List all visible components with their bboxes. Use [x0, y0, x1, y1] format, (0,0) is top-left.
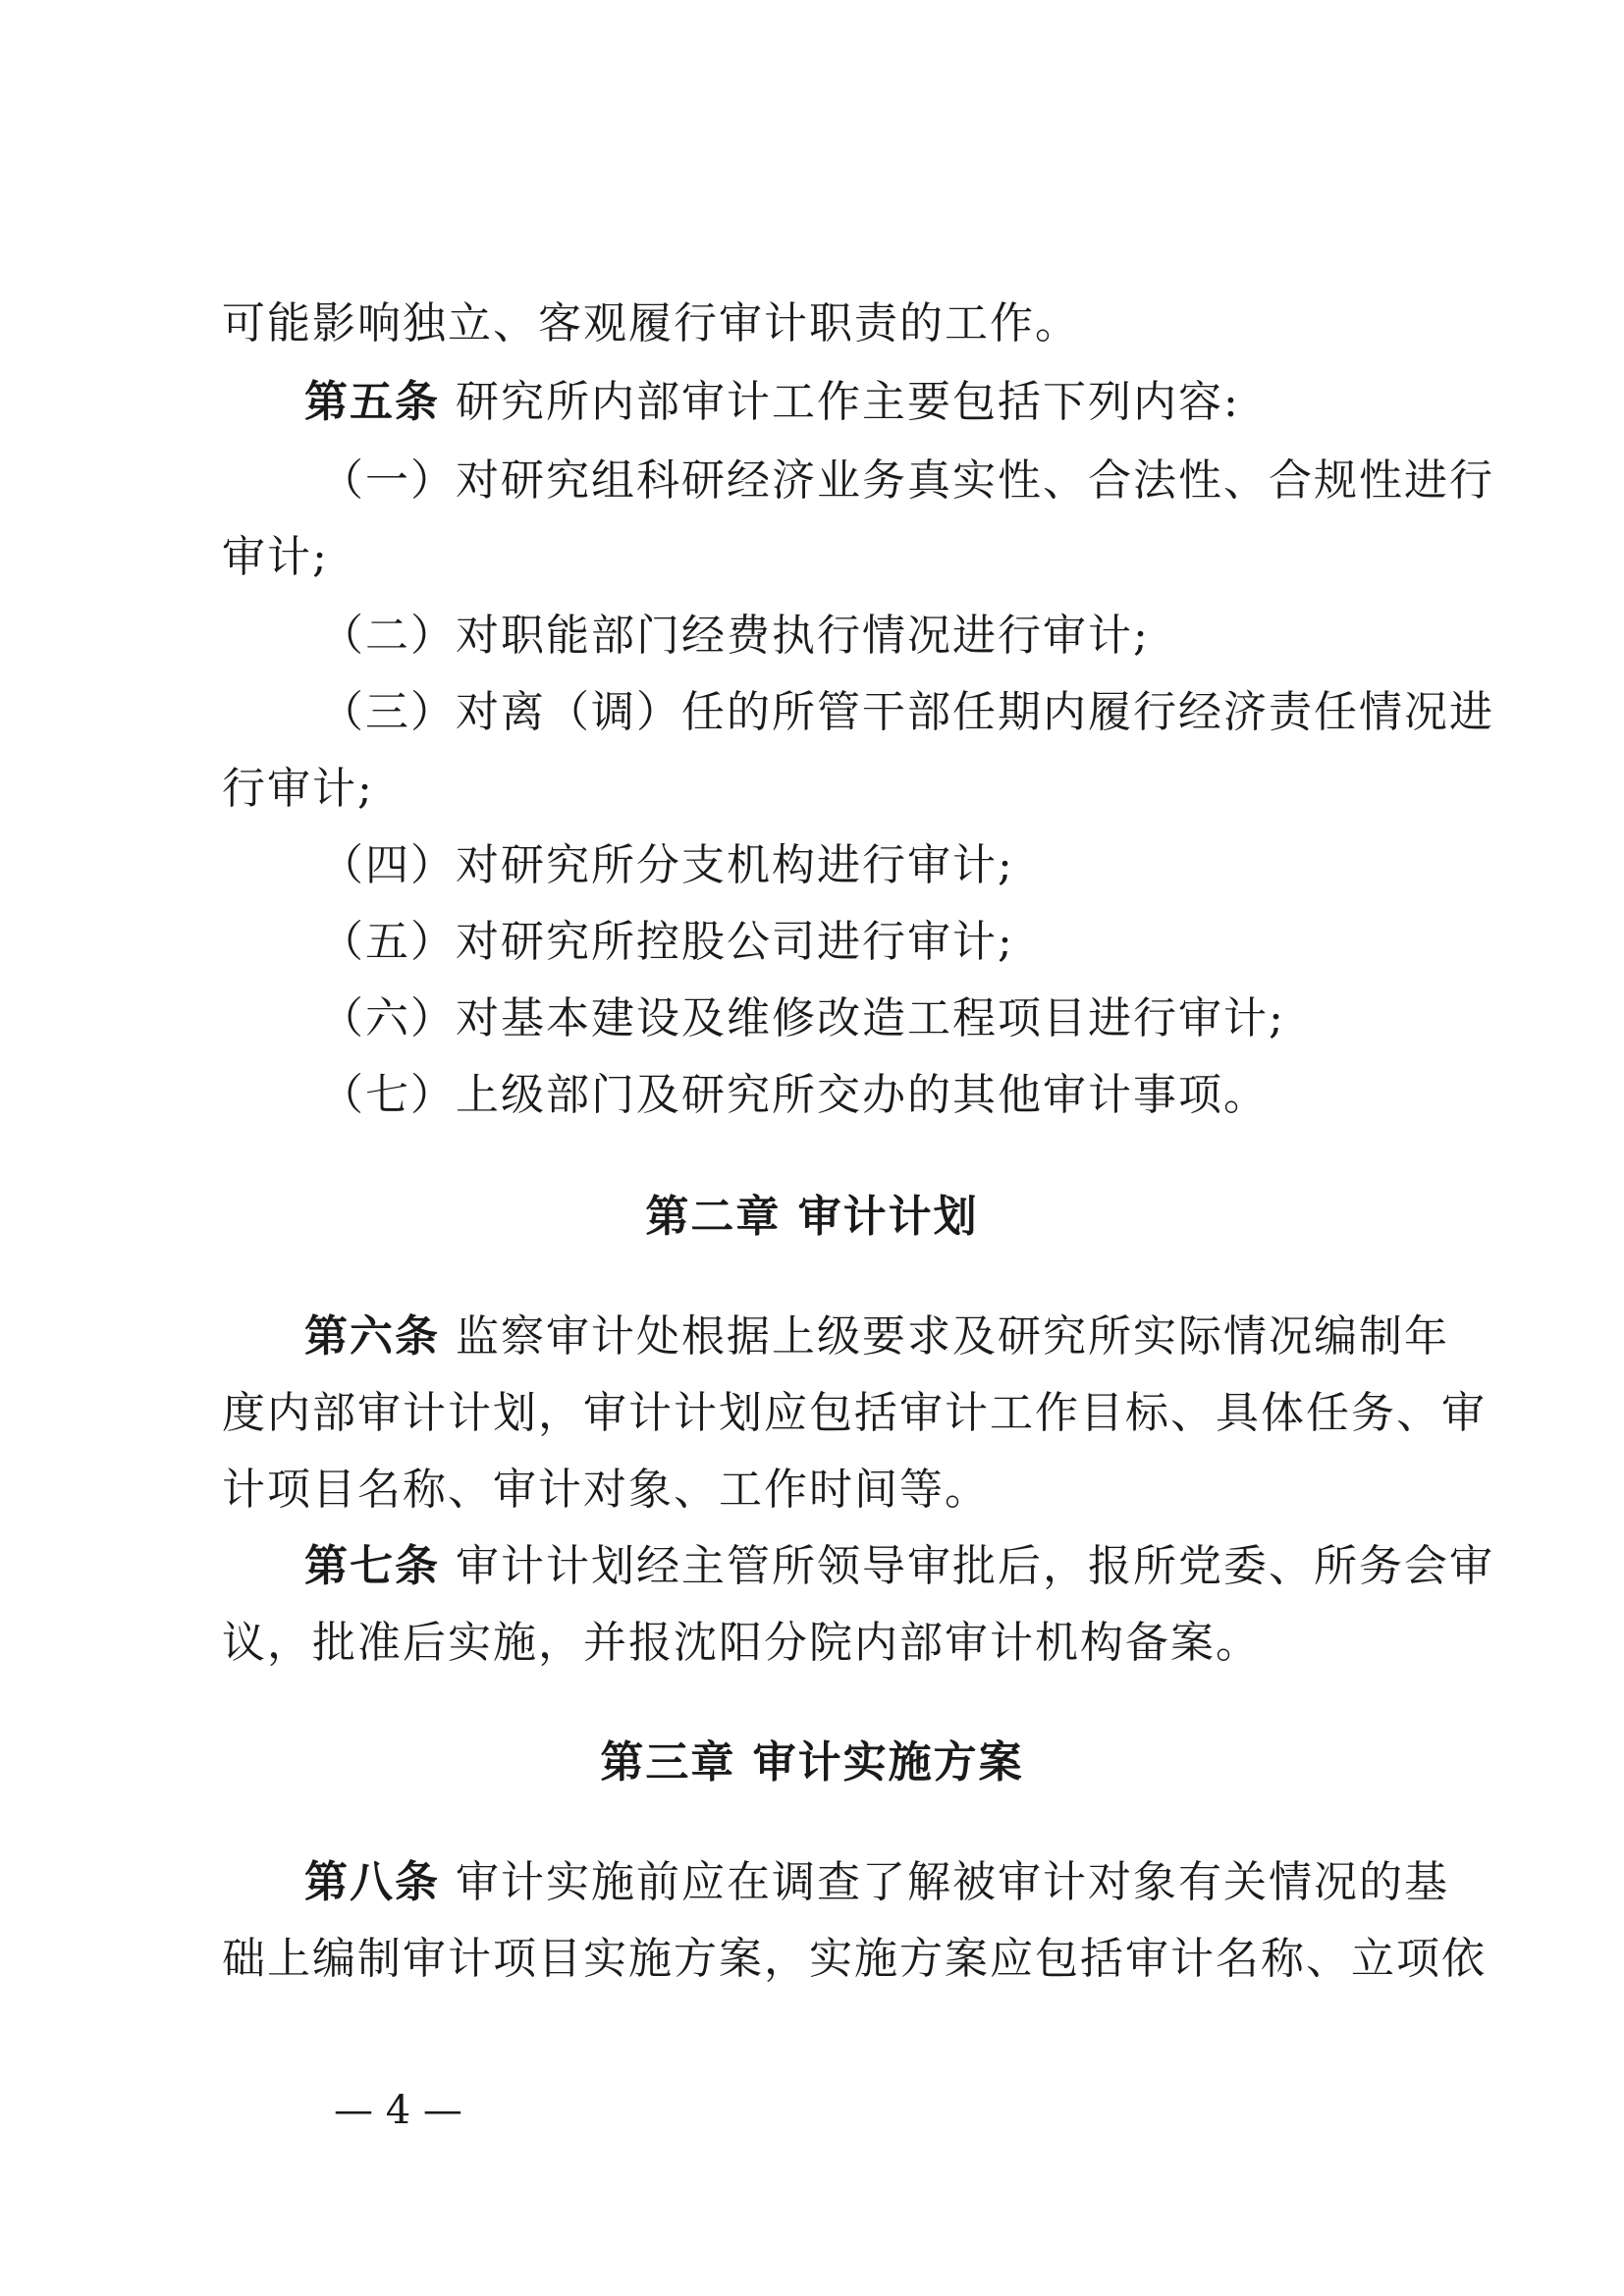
article-6: [304, 1308, 1449, 1366]
list-item-3: （三）对离（调）任的所管干部任期内履行经济责任情况进: [320, 687, 1494, 737]
chapter-2-heading: 第二章 审计计划: [645, 1192, 979, 1242]
list-item-4: （四）对研究所分支机构进行审计;: [320, 840, 1014, 890]
list-item-5: （五）对研究所控股公司进行审计;: [320, 917, 1014, 967]
paragraph-line: 议，批准后实施，并报沈阳分院内部审计机构备案。: [222, 1618, 1261, 1668]
article-7: [304, 1537, 1494, 1596]
article-5: [304, 373, 1240, 432]
article-label: 第六条: [304, 1311, 440, 1362]
paragraph-line: 可能影响独立、客观履行审计职责的工作。: [222, 298, 1080, 348]
article-label: 第七条: [304, 1541, 440, 1591]
paragraph-line: 础上编制审计项目实施方案，实施方案应包括审计名称、立项依: [222, 1934, 1487, 1984]
article-label: 第八条: [304, 1857, 440, 1907]
list-item-3-continued: 行审计;: [222, 764, 374, 814]
chapter-3-heading: 第三章 审计实施方案: [600, 1737, 1024, 1788]
article-8: [304, 1853, 1449, 1912]
list-item-1-continued: 审计;: [222, 532, 329, 582]
list-item-2: （二）对职能部门经费执行情况进行审计;: [320, 611, 1150, 661]
article-label: 第五条: [304, 377, 440, 427]
list-item-7: （七）上级部门及研究所交办的其他审计事项。: [320, 1070, 1269, 1120]
page-number: — 4 —: [334, 2088, 462, 2133]
paragraph-line: 度内部审计计划，审计计划应包括审计工作目标、具体任务、审: [222, 1388, 1487, 1438]
paragraph-line: 计项目名称、审计对象、工作时间等。: [222, 1465, 990, 1515]
article-text: 审计实施前应在调查了解被审计对象有关情况的基: [440, 1857, 1449, 1907]
list-item-6: （六）对基本建设及维修改造工程项目进行审计;: [320, 993, 1285, 1043]
article-text: 监察审计处根据上级要求及研究所实际情况编制年: [440, 1311, 1449, 1362]
article-text: 审计计划经主管所领导审批后，报所党委、所务会审: [440, 1541, 1494, 1591]
article-text: 研究所内部审计工作主要包括下列内容:: [440, 377, 1240, 427]
list-item-1: （一）对研究组科研经济业务真实性、合法性、合规性进行: [320, 455, 1494, 506]
